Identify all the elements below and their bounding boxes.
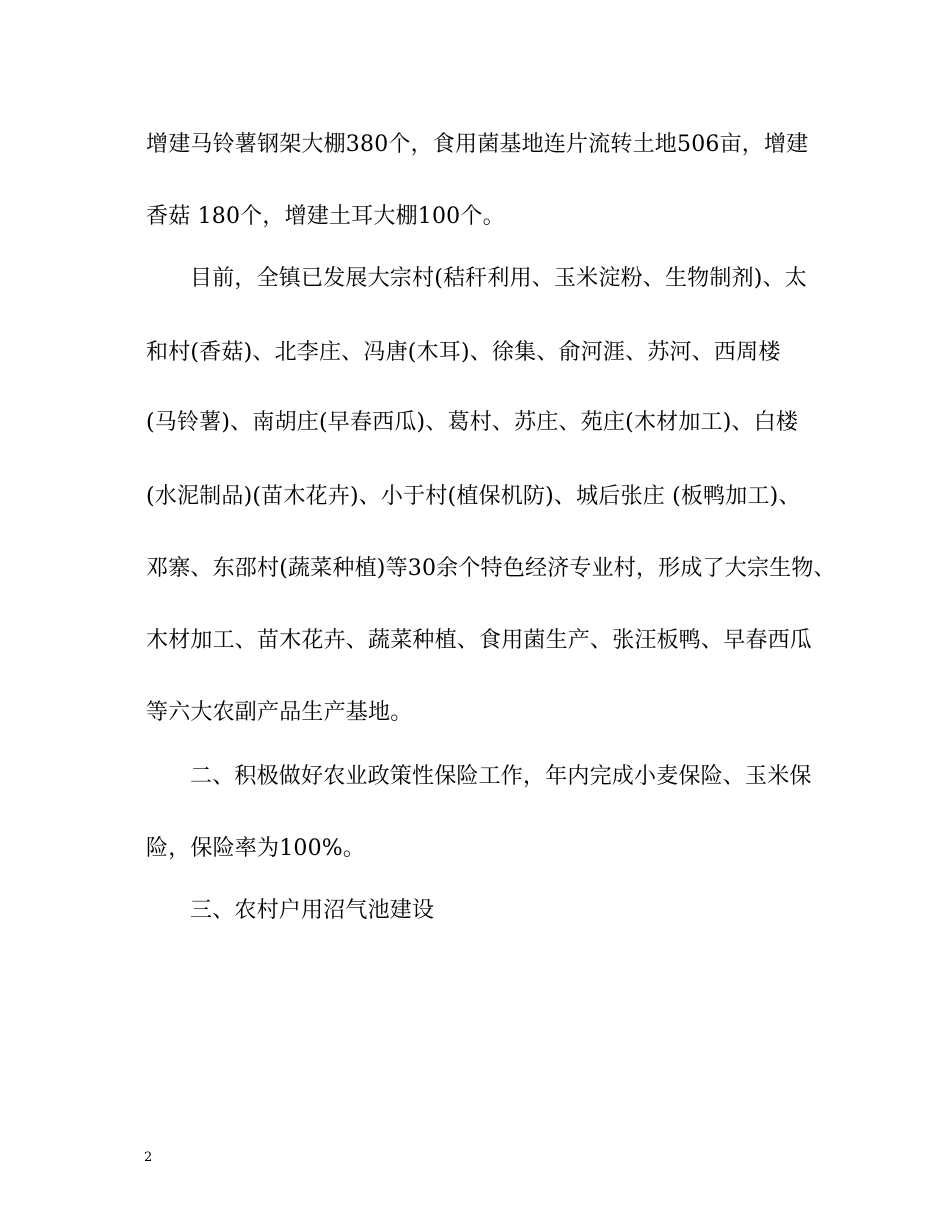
body-text-line: 险，保险率为100%。 [146,836,366,861]
paragraph-first-line: 目前，全镇已发展大宗村(秸秆利用、玉米淀粉、生物制剂)、太 [190,266,807,291]
body-text-line: 和村(香菇)、北李庄、冯唐(木耳)、徐集、俞河涯、苏河、西周楼 [146,340,781,365]
body-text-line: 增建马铃薯钢架大棚380个，食用菌基地连片流转土地506亩，增建 [146,132,809,157]
body-text-line: 等六大农副产品生产基地。 [146,700,413,725]
paragraph-first-line: 二、积极做好农业政策性保险工作，年内完成小麦保险、玉米保 [190,764,812,789]
body-text-line: (马铃薯)、南胡庄(早春西瓜)、葛村、苏庄、苑庄(木材加工)、白楼 [146,410,799,435]
body-text-line: 木材加工、苗木花卉、蔬菜种植、食用菌生产、张汪板鸭、早春西瓜 [146,628,813,653]
page-number: 2 [144,1150,153,1165]
body-text-line: (水泥制品)(苗木花卉)、小于村(植保机防)、城后张庄 (板鸭加工)、 [146,484,801,509]
body-text-line: 香菇 180个，增建土耳大棚100个。 [146,204,505,229]
body-text-line: 邓寨、东邵村(蔬菜种植)等30余个特色经济专业村，形成了大宗生物、 [146,556,836,581]
section-heading: 三、农村户用沼气池建设 [190,898,435,923]
